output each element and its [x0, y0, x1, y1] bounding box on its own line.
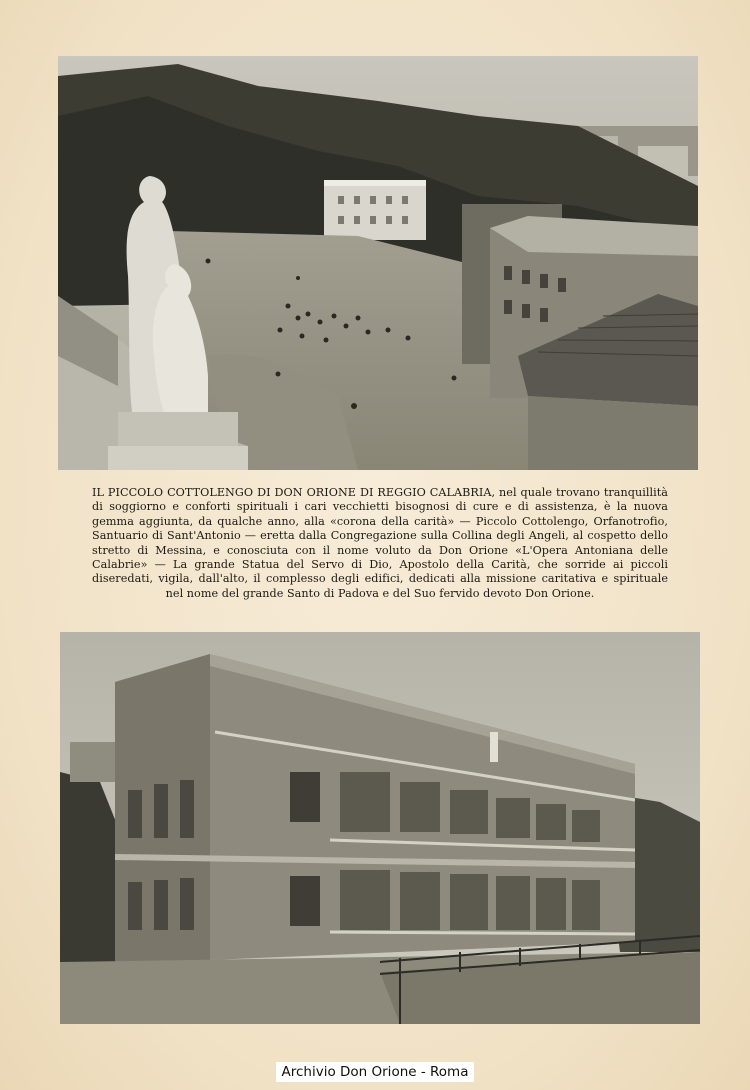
photo-hillside-statue-image — [58, 56, 698, 470]
archive-footer — [0, 1064, 750, 1080]
caption-text: nel quale trovano tranquillità di soggiorno e conforti spirituali i cari vecchietti bisognosi di cure e di assistenza, è la nuova gemma aggiunta, da qualche anno, alla «corona della carità» — Piccolo Cottolengo, Orfanotrofio, Santuario di Sant'Antonio — eretta dalla Congregazione sulla Collina degli Angeli, al cospetto dello stretto di Messina, e conosciuta con il nome voluto da Don Orione «L'Opera Antoniana delle Calabrie» — La grande Statua del Servo di Dio, Apostolo della Carità, che sorride ai piccoli diseredati, vigila, dall'alto, il complesso degli edifici, dedicati alla missione caritativa e spirituale nel nome del grande Santo di Padova e del Suo fervido devoto Don Orione. — [92, 486, 668, 600]
photo-building-balconies-image — [60, 632, 700, 1024]
photo-hillside-statue — [58, 56, 698, 470]
archive-label: Archivio Don Orione - Roma — [276, 1062, 475, 1082]
photo-caption — [92, 486, 668, 601]
photo-building-balconies — [60, 632, 700, 1024]
caption-lead: IL PICCOLO COTTOLENGO DI DON ORIONE DI REGGIO CALABRIA, — [92, 486, 496, 499]
